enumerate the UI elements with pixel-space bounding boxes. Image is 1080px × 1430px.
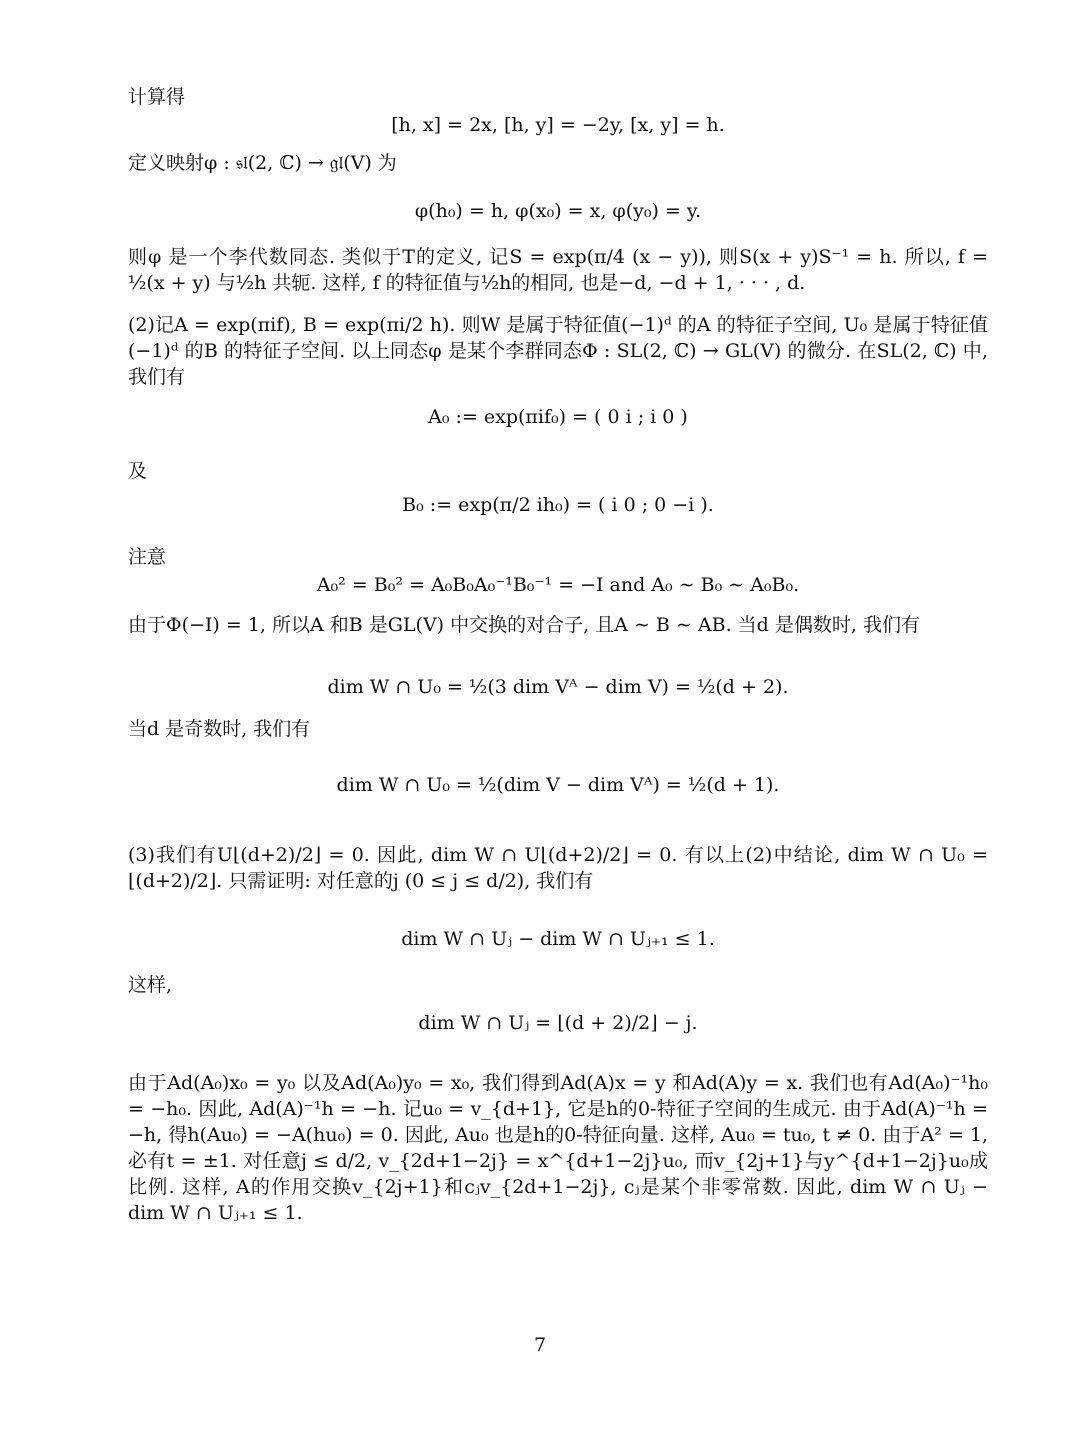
paragraph-2: 定义映射φ : 𝔰𝔩(2, ℂ) → 𝔤𝔩(V) 为: [128, 152, 397, 174]
equation-9: dim W ∩ Uⱼ = ⌊(d + 2)/2⌋ − j.: [418, 1012, 698, 1034]
paragraph-7: 由于Φ(−I) = 1, 所以A 和B 是GL(V) 中交换的对合子, 且A ∼ B ∼ AB. 当d 是偶数时, 我们有: [128, 614, 920, 636]
equation-3: A₀ := exp(πif₀) = ( 0 i ; i 0 ): [428, 406, 688, 428]
paragraph-11: 由于Ad(A₀)x₀ = y₀ 以及Ad(A₀)y₀ = x₀, 我们得到Ad(A)x = y 和Ad(A)y = x. 我们也有Ad(A₀)⁻¹h₀ = −h₀. 因此, Ad(A)⁻¹h = −h. 记u₀ = v_{d+1}, 它是h的0-特征子空间的生成元. 由于Ad(A)⁻¹h = −h, 得h(Au₀) = −A(hu₀) = 0. 因此, Au₀ 也是h的0-特征向量. 这样, Au₀ = tu₀, t ≠ 0. 由于A² = 1, 必有t = ±1. 对任意j ≤ d/2, v_{2d+1−2j} = x^{d+1−2j}u₀, 而v_{2j+1}与y^{d+1−2j}u₀成比例. 这样, A的作用交换v_{2j+1}和cⱼv_{2d+1−2j}, cⱼ是某个非零常数. 因此, dim W ∩ Uⱼ − dim W ∩ Uⱼ₊₁ ≤ 1.: [128, 1072, 988, 1224]
paragraph-5: 及: [128, 460, 148, 482]
paragraph-3: 则φ 是一个李代数同态. 类似于T的定义, 记S = exp(π/4 (x − y)), 则S(x + y)S⁻¹ = h. 所以, f = ½(x + y) 与½h 共轭. 这样, f 的特征值与½h的相同, 也是−d, −d + 1, · · · , d.: [128, 246, 988, 294]
paragraph-8: 当d 是奇数时, 我们有: [128, 718, 311, 740]
equation-4: B₀ := exp(π/2 ih₀) = ( i 0 ; 0 −i ).: [402, 494, 714, 516]
equation-7: dim W ∩ U₀ = ½(dim V − dim Vᴬ) = ½(d + 1).: [336, 774, 780, 796]
equation-5: A₀² = B₀² = A₀B₀A₀⁻¹B₀⁻¹ = −I and A₀ ∼ B₀ ∼ A₀B₀.: [316, 574, 800, 596]
equation-1: [h, x] = 2x, [h, y] = −2y, [x, y] = h.: [391, 114, 725, 136]
paragraph-4: (2)记A = exp(πif), B = exp(πi/2 h). 则W 是属于特征值(−1)ᵈ 的A 的特征子空间, U₀ 是属于特征值(−1)ᵈ 的B 的特征子空间. 以上同态φ 是某个李群同态Φ : SL(2, ℂ) → GL(V) 的微分. 在SL(2, ℂ) 中, 我们有: [128, 314, 988, 388]
page-number: 7: [533, 1334, 547, 1356]
paragraph-10: 这样,: [128, 974, 173, 996]
paragraph-9: (3)我们有U⌊(d+2)/2⌋ = 0. 因此, dim W ∩ U⌊(d+2)/2⌋ = 0. 有以上(2)中结论, dim W ∩ U₀ = ⌊(d+2)/2⌋. 只需证明: 对任意的j (0 ≤ j ≤ d/2), 我们有: [128, 844, 988, 892]
equation-2: φ(h₀) = h, φ(x₀) = x, φ(y₀) = y.: [414, 200, 702, 222]
paragraph-1: 计算得: [128, 86, 186, 108]
paragraph-6: 注意: [128, 546, 167, 568]
equation-8: dim W ∩ Uⱼ − dim W ∩ Uⱼ₊₁ ≤ 1.: [401, 928, 715, 950]
equation-6: dim W ∩ U₀ = ½(3 dim Vᴬ − dim V) = ½(d + 2).: [327, 676, 789, 698]
